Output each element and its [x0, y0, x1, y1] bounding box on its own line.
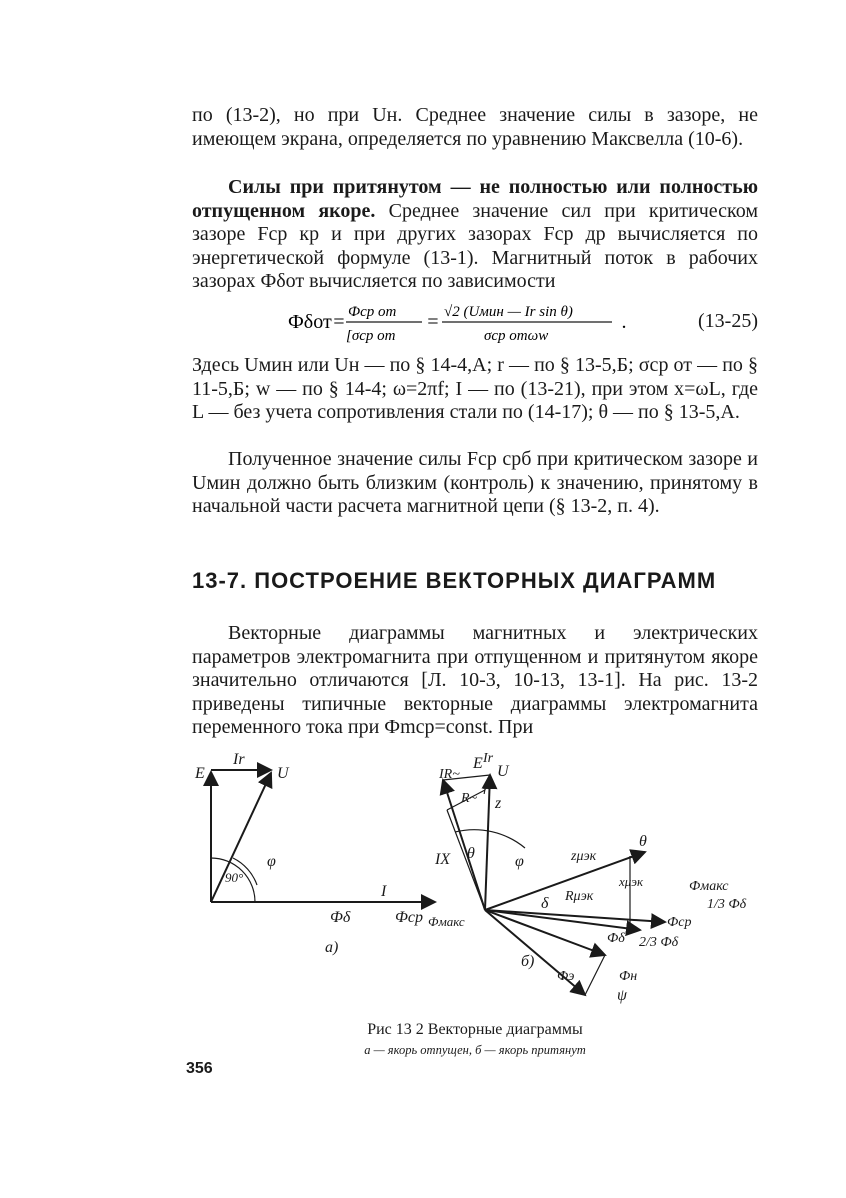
label-b-phi: φ [515, 853, 524, 870]
paragraph-2-bold-lead: Силы при притянутом — не полностью или полностью отпущенном якоре. [192, 176, 758, 222]
section-heading: 13-7. ПОСТРОЕНИЕ ВЕКТОРНЫХ ДИАГРАММ [192, 568, 717, 593]
caption-title: Рис 13 2 Векторные диаграммы [367, 1021, 583, 1038]
label-a-I: I [381, 883, 387, 900]
label-b-IX: IX [435, 851, 451, 868]
paragraph-4: Полученное значение силы Fср срб при критическом зазоре и Uмин должно быть близким (контроль) к значению, принятому в начальной части расчета магнитной цепи (§ 13-2, п. 4). [192, 448, 758, 517]
label-a-Phi-sr: Фср [395, 909, 423, 926]
label-a-Phi-max: Фмакс [428, 914, 465, 929]
label-b-Phi-n: Фн [619, 969, 638, 984]
label-b-delta: δ [541, 895, 549, 912]
label-a: а) [325, 939, 339, 956]
label-b-r: r [483, 783, 489, 798]
label-b-Phi-delta: Фδ [607, 931, 625, 946]
label-b-Ir: Ir [483, 751, 494, 766]
formula-frac1-den: [σср от [346, 328, 396, 344]
paragraph-1: по (13-2), но при Uн. Среднее значение силы в зазоре, не имеющем экрана, определяется по уравнению Максвелла (10-6). [192, 104, 758, 150]
label-b-Rmuek: Rμэк [565, 889, 594, 904]
paragraph-2-text: Среднее значение сил при критическом зазоре Fср кр и при других зазорах Fср др вычисляется по энергетической формуле (13-1). Магнитный поток в рабочих зазорах Фδот вычисляется по зависимости [192, 199, 758, 292]
paragraph-continuation [192, 104, 758, 151]
vector-diagrams-svg [185, 740, 765, 1030]
paragraph-3: Здесь Uмин или Uн — по § 14-4,А; r — по § 13-5,Б; σср от — по § 11-5,Б; w — по § 14-4; ω=2πf; I — по (13-21), при этом x=ωL, где L — без учета сопротивления стали по (14-17); θ — по § 13-5,А. [192, 354, 758, 423]
label-a-Ir: Ir [233, 751, 245, 768]
vector-Phi-n [585, 955, 605, 995]
formula-expression [288, 296, 668, 350]
label-b-third: 1/3 Фδ [707, 897, 747, 912]
caption-subtitle: а — якорь отпущен, б — якорь притянут [364, 1043, 586, 1057]
paragraph-5: Векторные диаграммы магнитных и электрических параметров электромагнита при отпущенном и притянутом якоре значительно отличаются [Л. 10-3, 10-13, 13-1]. На рис. 13-2 приведены типичные векторные диаграммы электромагнита переменного тока при Фmср=const. При [192, 622, 758, 738]
vector-Phi-sr-b [485, 910, 640, 930]
formula-lhs: Фδот [288, 311, 332, 333]
formula-13-25 [192, 296, 758, 350]
formula-number: (13-25) [698, 310, 758, 332]
svg-text:.: . [622, 311, 627, 333]
figure-13-2 [185, 740, 765, 1030]
label-b-theta1: θ [467, 845, 475, 862]
label-b-E: E [473, 755, 483, 772]
svg-text:=: = [426, 311, 440, 333]
diagram-a [211, 770, 435, 902]
label-b: б) [521, 953, 535, 970]
label-b-zmuek: zμэк [571, 849, 597, 864]
label-a-U: U [277, 765, 289, 782]
label-b-two-thirds: 2/3 Фδ [639, 935, 679, 950]
formula-frac1-num: Фср от [348, 304, 397, 320]
paragraph-vector-diagrams [192, 622, 758, 740]
label-b-Phi-sr: Фср [667, 915, 692, 930]
label-a-E: E [195, 765, 205, 782]
formula-frac2-num: √2 (Uмин — Ir sin θ) [444, 304, 573, 320]
label-a-phi: φ [267, 853, 276, 870]
label-b-xmuek: xμэк [619, 874, 644, 889]
label-b-z: z [495, 795, 502, 812]
label-a-Phi-delta: Фδ [330, 909, 351, 926]
formula-frac2-den: σср отωw [484, 328, 549, 344]
label-b-Phi-max: Фмакс [689, 879, 729, 894]
label-b-theta2: θ [639, 833, 647, 850]
figure-caption [192, 1020, 758, 1060]
label-a-90: 90° [225, 870, 244, 885]
label-b-R: R~ [461, 791, 478, 806]
paragraph-result [192, 448, 758, 519]
label-b-psi: ψ [617, 987, 627, 1004]
paragraph-where [192, 354, 758, 425]
figure-labels [194, 751, 747, 1004]
page-number: 356 [186, 1060, 213, 1077]
label-b-Phi-e: Фэ [557, 969, 575, 984]
label-b-U: U [497, 763, 509, 780]
svg-text:=: = [332, 311, 346, 333]
label-b-IR: IR~ [439, 767, 460, 782]
paragraph-forces-attracted [192, 176, 758, 294]
angle-arc-phi-b [455, 830, 525, 848]
